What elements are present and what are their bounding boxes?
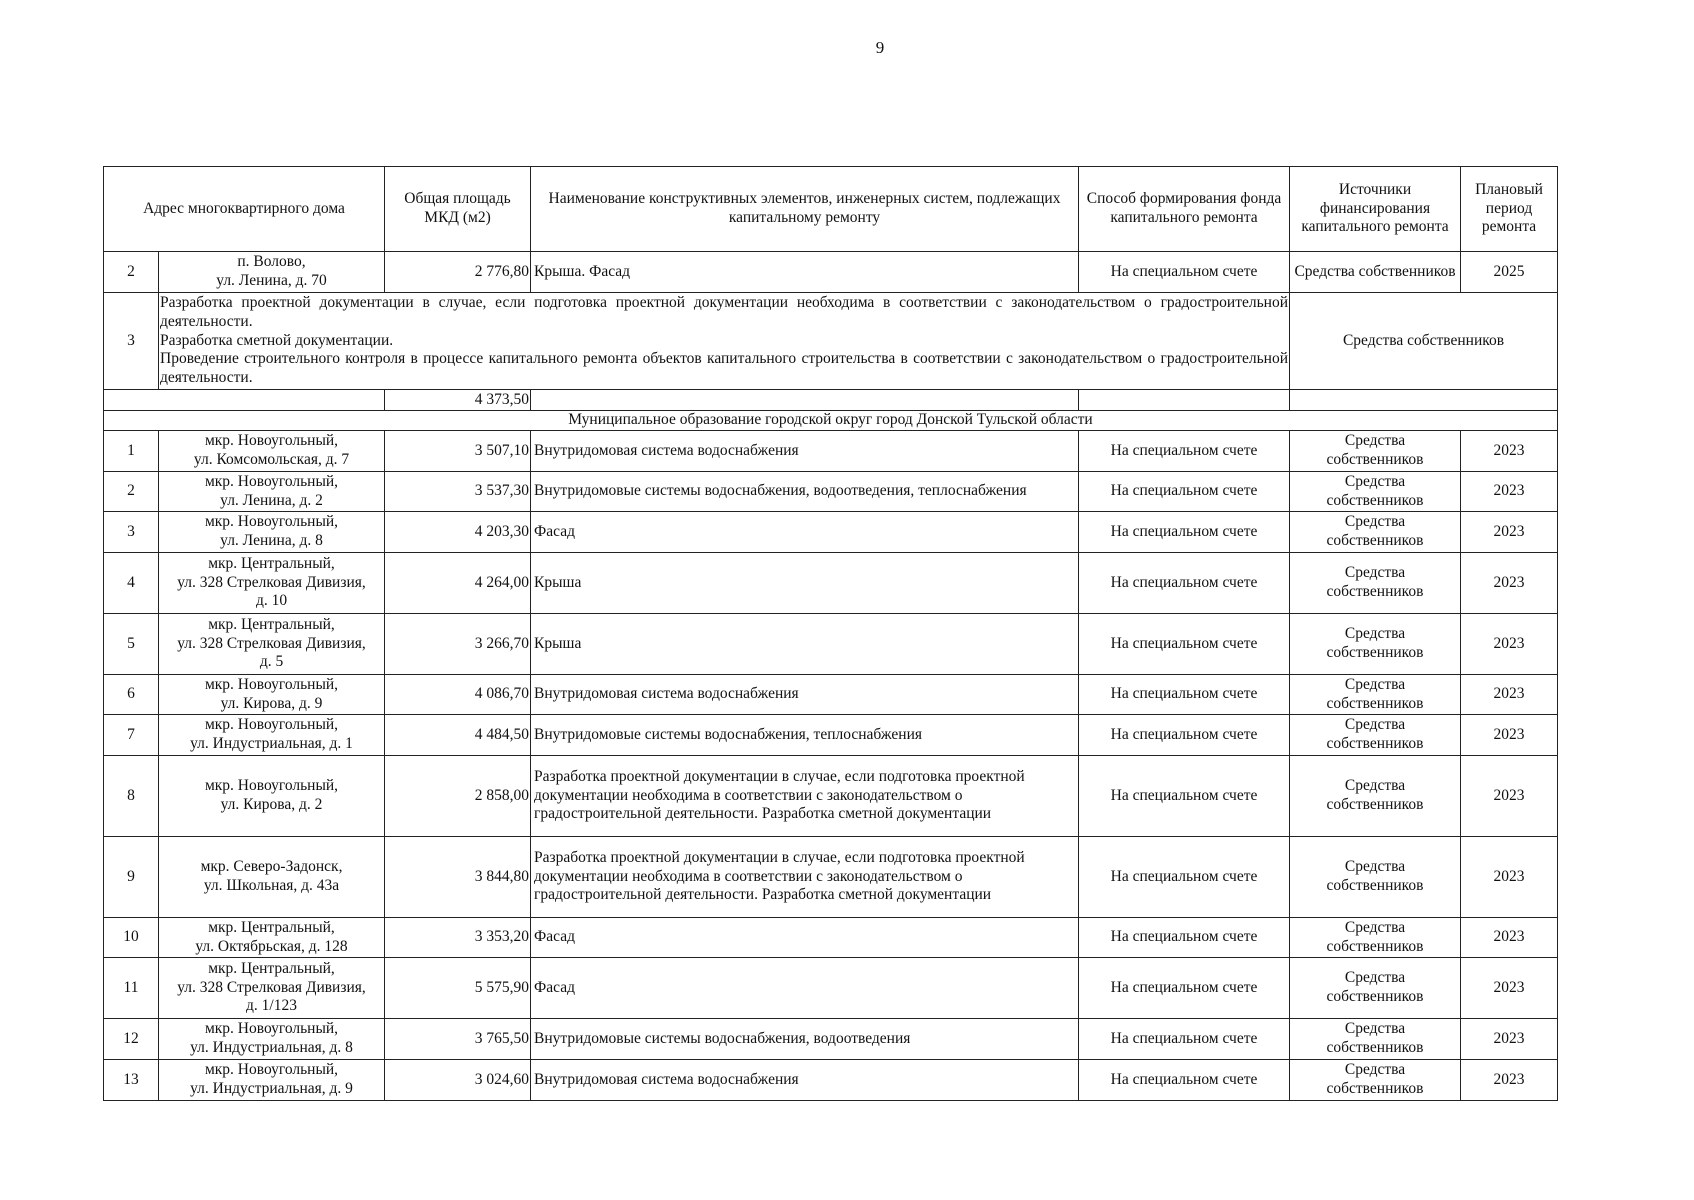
table-row bbox=[104, 512, 1558, 553]
row-area: 3 537,30 bbox=[385, 472, 531, 512]
row-address bbox=[159, 837, 385, 918]
total-label-cell bbox=[104, 390, 385, 411]
row-address bbox=[159, 675, 385, 715]
address-line: мкр. Новоугольный, bbox=[204, 472, 339, 490]
table-row bbox=[104, 918, 1558, 958]
address-line: ул. 328 Стрелковая Дивизия, bbox=[177, 634, 366, 652]
row-method: На специальном счете bbox=[1079, 1060, 1290, 1101]
row-area: 4 086,70 bbox=[385, 675, 531, 715]
row-period: 2025 bbox=[1461, 252, 1558, 293]
address-line: мкр. Новоугольный, bbox=[204, 716, 339, 734]
row-number: 4 bbox=[104, 553, 159, 614]
address-line: ул. 328 Стрелковая Дивизия, bbox=[177, 978, 366, 996]
row-area: 2 776,80 bbox=[385, 252, 531, 293]
row-area: 5 575,90 bbox=[385, 958, 531, 1019]
design-works-row bbox=[104, 293, 1558, 390]
address-line: ул. Ленина, д. 8 bbox=[220, 532, 323, 549]
design-line: Проведение строительного контроля в процессе капитального ремонта объектов капитального строительства в соответствии с законодательством о градостроительной деятельности. bbox=[160, 350, 1289, 387]
row-work: Разработка проектной документации в случае, если подготовка проектной документации необходима в соответствии с законодательством о градостроительной деятельности. Разработка сметной документации bbox=[531, 756, 1079, 837]
address-line: ул. Ленина, д. 70 bbox=[216, 272, 327, 289]
table-row bbox=[104, 756, 1558, 837]
row-source: Средства собственников bbox=[1290, 756, 1461, 837]
table-row bbox=[104, 614, 1558, 675]
row-work: Крыша. Фасад bbox=[531, 252, 1079, 293]
address-line: мкр. Новоугольный, bbox=[204, 675, 339, 693]
section-title: Муниципальное образование городской округ город Донской Тульской области bbox=[104, 411, 1558, 431]
row-source: Средства собственников bbox=[1290, 472, 1461, 512]
address-line: ул. Кирова, д. 2 bbox=[220, 796, 323, 813]
row-method: На специальном счете bbox=[1079, 252, 1290, 293]
row-number: 13 bbox=[104, 1060, 159, 1101]
row-period: 2023 bbox=[1461, 756, 1558, 837]
total-area: 4 373,50 bbox=[385, 390, 531, 411]
header-address: Адрес многоквартирного дома bbox=[104, 167, 385, 252]
row-area: 4 264,00 bbox=[385, 553, 531, 614]
row-area: 4 203,30 bbox=[385, 512, 531, 553]
row-number: 8 bbox=[104, 756, 159, 837]
address-line: мкр. Новоугольный, bbox=[204, 777, 339, 795]
table-row bbox=[104, 837, 1558, 918]
row-period: 2023 bbox=[1461, 553, 1558, 614]
row-method: На специальном счете bbox=[1079, 756, 1290, 837]
row-work: Фасад bbox=[531, 512, 1079, 553]
table-header bbox=[104, 167, 1558, 252]
row-period: 2023 bbox=[1461, 512, 1558, 553]
header-method: Способ формирования фонда капитального ремонта bbox=[1079, 167, 1290, 252]
section-body bbox=[104, 431, 1558, 1101]
row-work: Фасад bbox=[531, 918, 1079, 958]
row-work: Внутридомовые системы водоснабжения, теплоснабжения bbox=[531, 715, 1079, 756]
capital-repair-table bbox=[103, 166, 1558, 1101]
address-line: ул. Школьная, д. 43а bbox=[203, 877, 340, 894]
row-number: 5 bbox=[104, 614, 159, 675]
row-number: 3 bbox=[104, 293, 159, 390]
table-row bbox=[104, 715, 1558, 756]
table-row bbox=[104, 431, 1558, 472]
address-line: мкр. Новоугольный, bbox=[204, 513, 339, 531]
row-source: Средства собственников bbox=[1290, 553, 1461, 614]
page-number: 9 bbox=[875, 38, 885, 57]
row-number: 11 bbox=[104, 958, 159, 1019]
row-method: На специальном счете bbox=[1079, 1019, 1290, 1060]
row-period: 2023 bbox=[1461, 431, 1558, 472]
table-row bbox=[104, 958, 1558, 1019]
row-number: 12 bbox=[104, 1019, 159, 1060]
address-line: мкр. Центральный, bbox=[208, 918, 335, 936]
row-work: Внутридомовые системы водоснабжения, водоотведения, теплоснабжения bbox=[531, 472, 1079, 512]
row-area: 3 024,60 bbox=[385, 1060, 531, 1101]
row-period: 2023 bbox=[1461, 918, 1558, 958]
address-line: мкр. Центральный, bbox=[208, 615, 335, 633]
header-area: Общая площадь МКД (м2) bbox=[385, 167, 531, 252]
row-source: Средства собственников bbox=[1290, 715, 1461, 756]
row-area: 3 844,80 bbox=[385, 837, 531, 918]
table-row bbox=[104, 1060, 1558, 1101]
row-method: На специальном счете bbox=[1079, 553, 1290, 614]
row-address bbox=[159, 1019, 385, 1060]
row-source: Средства собственников bbox=[1290, 252, 1461, 293]
header-sources: Источники финансирования капитального ремонта bbox=[1290, 167, 1461, 252]
row-source: Средства собственников bbox=[1290, 614, 1461, 675]
row-method: На специальном счете bbox=[1079, 431, 1290, 472]
row-area: 3 765,50 bbox=[385, 1019, 531, 1060]
row-area: 3 266,70 bbox=[385, 614, 531, 675]
table-row bbox=[104, 675, 1558, 715]
total-row bbox=[104, 390, 1558, 411]
row-address bbox=[159, 918, 385, 958]
address-line: мкр. Новоугольный, bbox=[204, 1020, 339, 1038]
row-address bbox=[159, 472, 385, 512]
address-line: ул. Комсомольская, д. 7 bbox=[193, 451, 350, 468]
row-source: Средства собственников bbox=[1290, 837, 1461, 918]
row-period: 2023 bbox=[1461, 715, 1558, 756]
previous-section-body bbox=[104, 252, 1558, 431]
row-area: 3 353,20 bbox=[385, 918, 531, 958]
row-period: 2023 bbox=[1461, 958, 1558, 1019]
row-address bbox=[159, 1060, 385, 1101]
row-number: 1 bbox=[104, 431, 159, 472]
design-works-text bbox=[159, 293, 1290, 390]
address-line: ул. Индустриальная, д. 8 bbox=[190, 1039, 353, 1056]
row-address bbox=[159, 553, 385, 614]
row-period: 2023 bbox=[1461, 675, 1558, 715]
table-row bbox=[104, 553, 1558, 614]
row-number: 2 bbox=[104, 252, 159, 293]
row-method: На специальном счете bbox=[1079, 837, 1290, 918]
design-line: Разработка сметной документации. bbox=[160, 331, 394, 349]
row-method: На специальном счете bbox=[1079, 675, 1290, 715]
row-method: На специальном счете bbox=[1079, 958, 1290, 1019]
row-area: 2 858,00 bbox=[385, 756, 531, 837]
address-line: мкр. Новоугольный, bbox=[204, 1061, 339, 1079]
address-line: ул. Ленина, д. 2 bbox=[220, 491, 323, 509]
total-empty bbox=[1079, 390, 1290, 411]
row-source: Средства собственников bbox=[1290, 1060, 1461, 1101]
section-title-row bbox=[104, 411, 1558, 431]
row-address bbox=[159, 512, 385, 553]
design-source: Средства собственников bbox=[1290, 293, 1558, 390]
row-area: 4 484,50 bbox=[385, 715, 531, 756]
address-line: ул. Индустриальная, д. 1 bbox=[190, 735, 353, 752]
row-address bbox=[159, 614, 385, 675]
row-period: 2023 bbox=[1461, 472, 1558, 512]
row-address bbox=[159, 715, 385, 756]
row-number: 10 bbox=[104, 918, 159, 958]
address-line: ул. Кирова, д. 9 bbox=[220, 694, 323, 712]
row-number: 7 bbox=[104, 715, 159, 756]
row-period: 2023 bbox=[1461, 1060, 1558, 1101]
table-row bbox=[104, 1019, 1558, 1060]
row-period: 2023 bbox=[1461, 837, 1558, 918]
row-period: 2023 bbox=[1461, 1019, 1558, 1060]
header-period: Плановый период ремонта bbox=[1461, 167, 1558, 252]
row-method: На специальном счете bbox=[1079, 472, 1290, 512]
row-address bbox=[159, 756, 385, 837]
row-method: На специальном счете bbox=[1079, 918, 1290, 958]
row-work: Разработка проектной документации в случае, если подготовка проектной документации необходима в соответствии с законодательством о градостроительной деятельности. Разработка сметной документации bbox=[531, 837, 1079, 918]
address-line: мкр. Центральный, bbox=[208, 959, 335, 977]
row-source: Средства собственников bbox=[1290, 675, 1461, 715]
row-address bbox=[159, 252, 385, 293]
address-line: п. Волово, bbox=[237, 253, 306, 271]
row-source: Средства собственников bbox=[1290, 512, 1461, 553]
address-line: мкр. Центральный, bbox=[208, 554, 335, 572]
total-empty bbox=[1290, 390, 1558, 411]
row-number: 3 bbox=[104, 512, 159, 553]
address-line: мкр. Новоугольный, bbox=[204, 432, 339, 450]
row-method: На специальном счете bbox=[1079, 715, 1290, 756]
row-work: Внутридомовая система водоснабжения bbox=[531, 675, 1079, 715]
row-work: Крыша bbox=[531, 614, 1079, 675]
address-line: мкр. Северо-Задонск, bbox=[200, 858, 343, 876]
address-line: ул. Индустриальная, д. 9 bbox=[190, 1080, 353, 1097]
row-work: Внутридомовая система водоснабжения bbox=[531, 431, 1079, 472]
row-source: Средства собственников bbox=[1290, 1019, 1461, 1060]
row-source: Средства собственников bbox=[1290, 431, 1461, 472]
address-line: д. 5 bbox=[259, 653, 284, 671]
table-row bbox=[104, 252, 1558, 293]
row-period: 2023 bbox=[1461, 614, 1558, 675]
total-empty bbox=[531, 390, 1079, 411]
header-elements: Наименование конструктивных элементов, инженерных систем, подлежащих капитальному ремонту bbox=[531, 167, 1079, 252]
row-source: Средства собственников bbox=[1290, 958, 1461, 1019]
row-area: 3 507,10 bbox=[385, 431, 531, 472]
row-work: Фасад bbox=[531, 958, 1079, 1019]
row-number: 6 bbox=[104, 675, 159, 715]
row-address bbox=[159, 431, 385, 472]
row-method: На специальном счете bbox=[1079, 512, 1290, 553]
design-line: Разработка проектной документации в случае, если подготовка проектной документации необходима в соответствии с законодательством о градостроительной деятельности. bbox=[160, 293, 1289, 330]
row-work: Внутридомовые системы водоснабжения, водоотведения bbox=[531, 1019, 1079, 1060]
row-source: Средства собственников bbox=[1290, 918, 1461, 958]
table-row bbox=[104, 472, 1558, 512]
row-method: На специальном счете bbox=[1079, 614, 1290, 675]
row-work: Внутридомовая система водоснабжения bbox=[531, 1060, 1079, 1101]
address-line: д. 1/123 bbox=[246, 997, 297, 1015]
row-work: Крыша bbox=[531, 553, 1079, 614]
row-address bbox=[159, 958, 385, 1019]
row-number: 9 bbox=[104, 837, 159, 918]
row-number: 2 bbox=[104, 472, 159, 512]
address-line: ул. 328 Стрелковая Дивизия, bbox=[177, 573, 366, 591]
address-line: д. 10 bbox=[255, 592, 288, 610]
address-line: ул. Октябрьская, д. 128 bbox=[195, 937, 348, 955]
